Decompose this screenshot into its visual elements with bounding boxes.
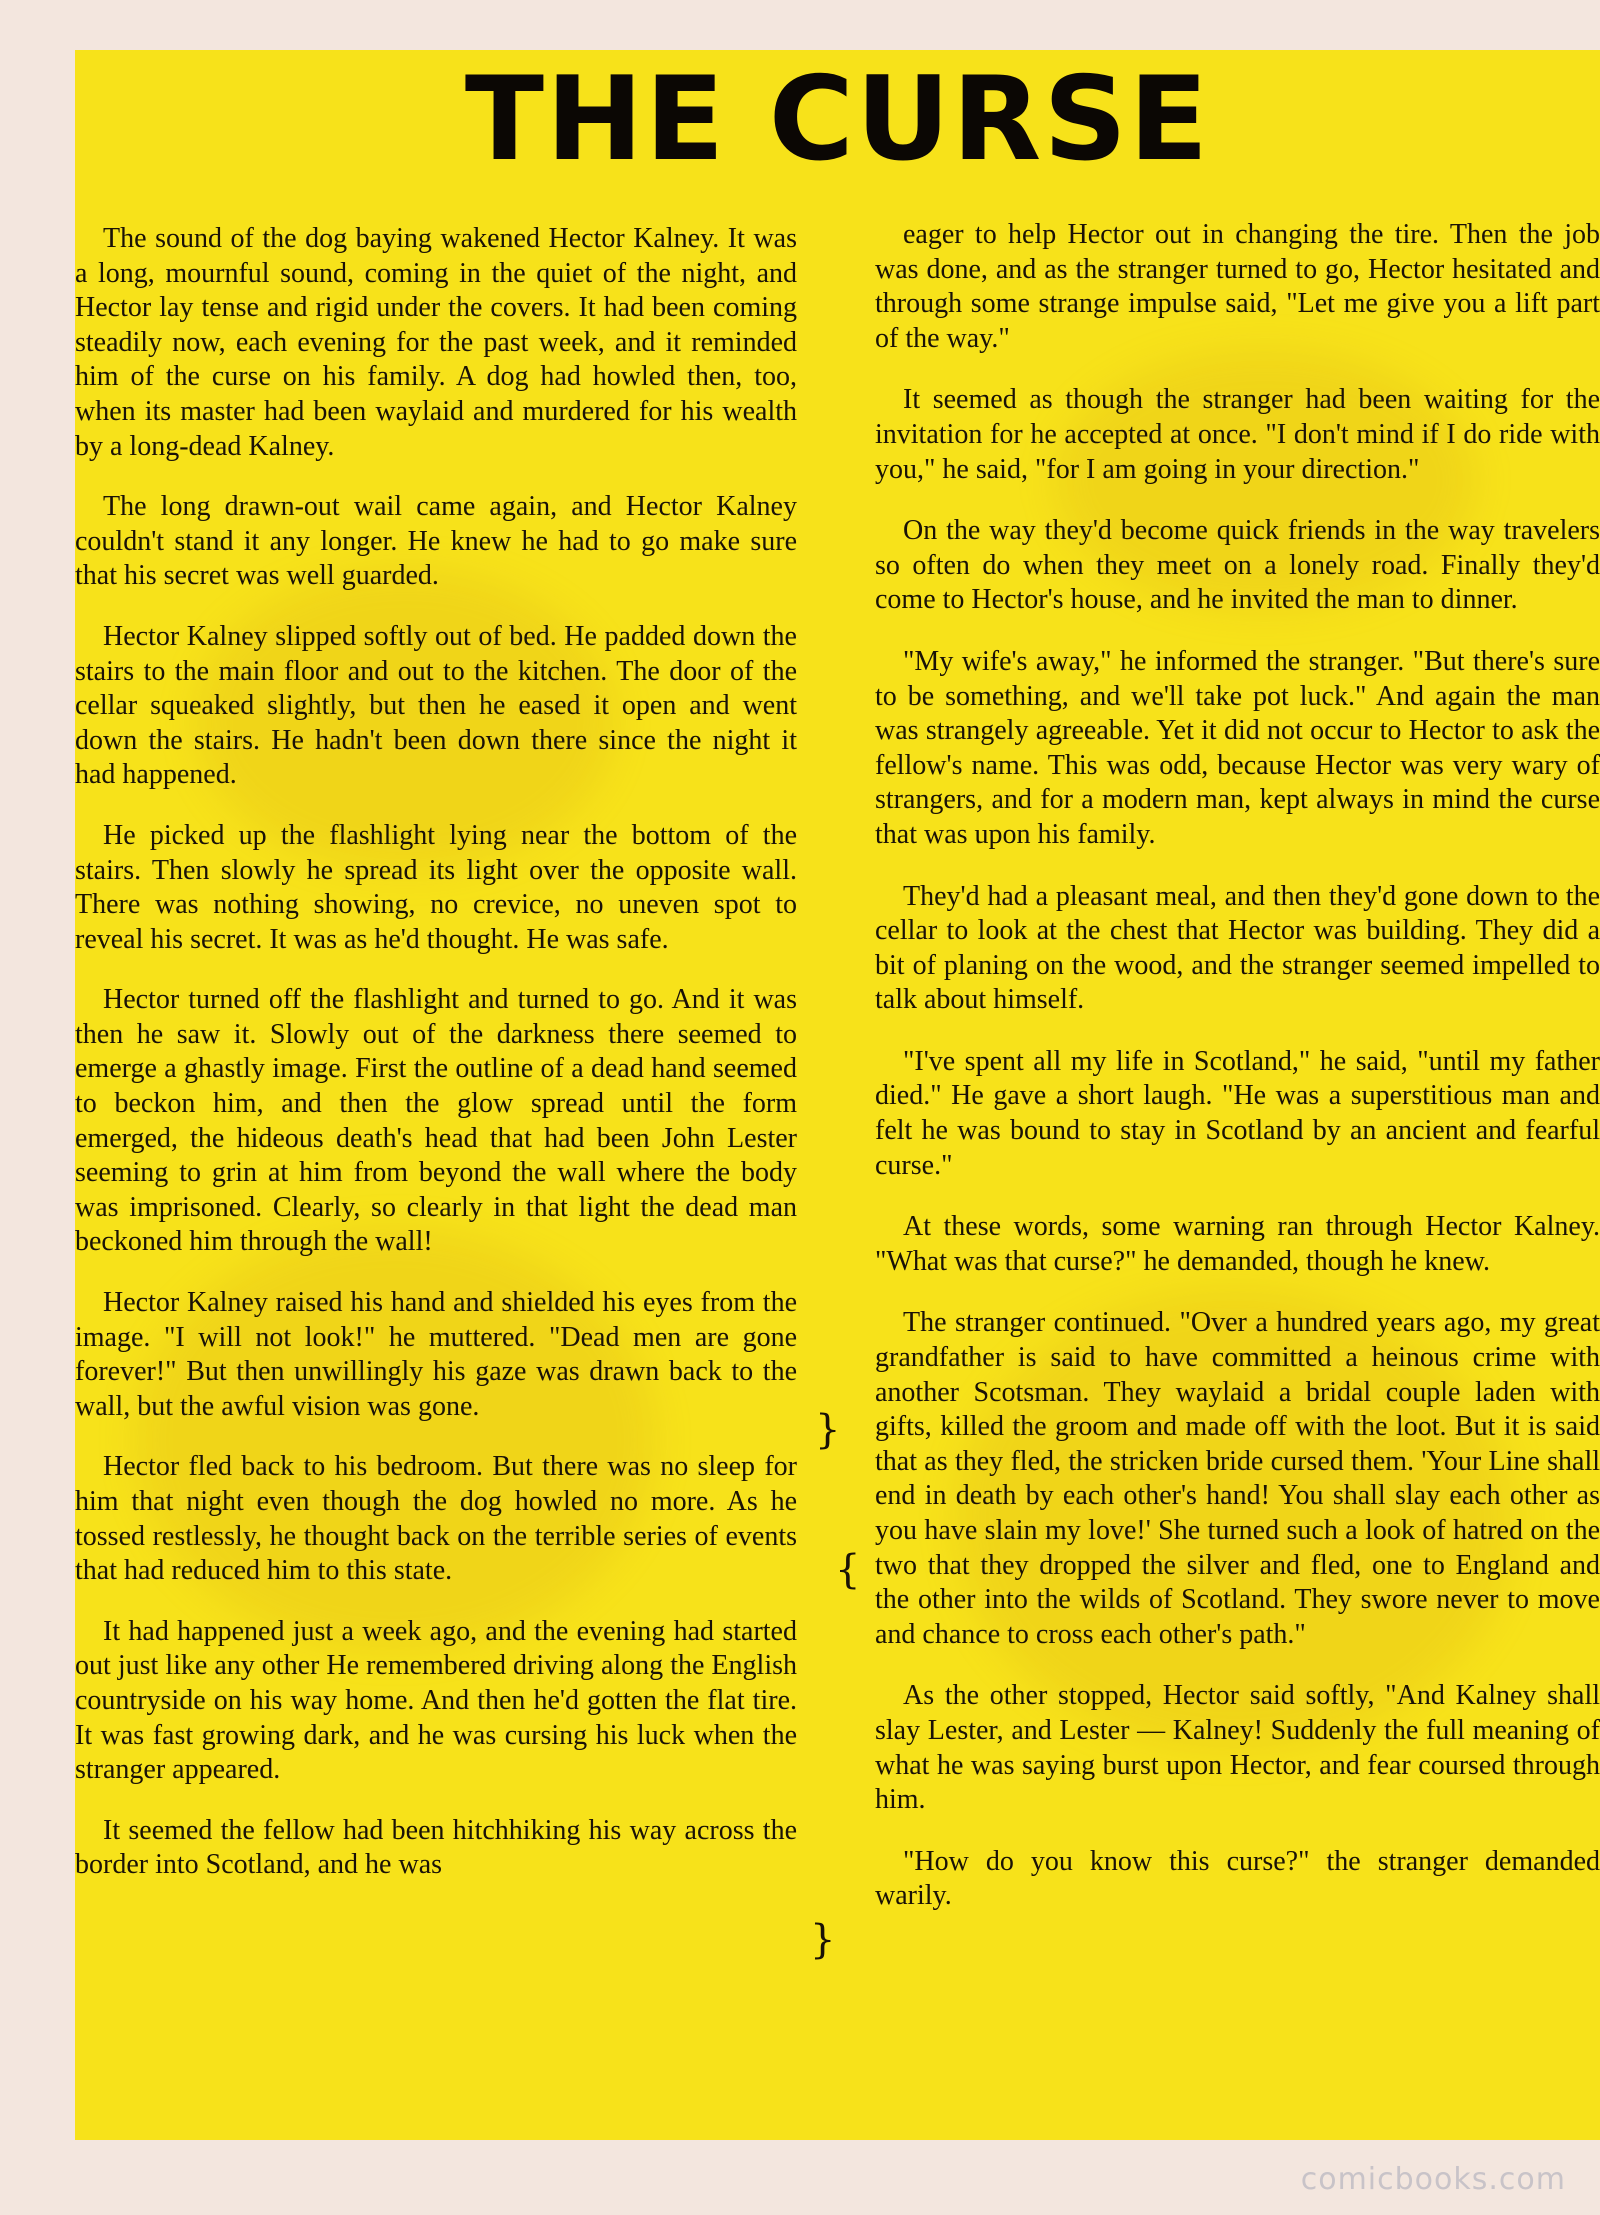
paragraph: Hector turned off the flashlight and turned to go. And it was then he saw it. Slowly out of the darkness there seemed to emerge a ghastly image. First the outline of a dead hand seemed to beckon him, and then the glow spread until the form emerged, the hideous death's head that had been John Lester seeming to grin at him from beyond the wall where the body was imprisoned. Clearly, so clearly in that light the dead man beckoned him through the wall! (75, 984, 797, 1258)
left-column (75, 222, 797, 1909)
paragraph: It seemed the fellow had been hitchhiking his way across the border into Scotland, and he was (75, 1814, 797, 1881)
paragraph: The stranger continued. "Over a hundred years ago, my great grandfather is said to have committed a heinous crime with another Scotsman. They waylaid a bridal couple laden with gifts, killed the groom and made off with the loot. But it is said that as they fled, the stricken bride cursed them. 'Your Line shall end in death by each other's hand! You shall slay each other as you have slain my love!' She turned such a look of hatred on the two that they dropped the silver and fled, one to England and the other into the wilds of Scotland. They swore never to move and chance to cross each other's path." (875, 1307, 1600, 1650)
paragraph: eager to help Hector out in changing the tire. Then the job was done, and as the stranger turned to go, Hector hesitated and through some strange impulse said, "Let me give you a lift part of the way." (875, 219, 1600, 354)
story-title: THE CURSE (464, 52, 1211, 187)
paragraph: It had happened just a week ago, and the evening had started out just like any other He remembered driving along the English countryside on his way home. And then he'd gotten the flat tire. It was fast growing dark, and he was cursing his luck when the stranger appeared. (75, 1615, 797, 1786)
paragraph: He picked up the flashlight lying near the bottom of the stairs. Then slowly he spread its light over the opposite wall. There was nothing showing, no crevice, no uneven spot to reveal his secret. It was as he'd thought. He was safe. (75, 819, 797, 955)
paragraph: On the way they'd become quick friends in the way travelers so often do when they meet on a lonely road. Finally they'd come to Hector's house, and he invited the man to dinner. (875, 515, 1600, 616)
print-mark: { (835, 1547, 861, 1593)
paragraph: The sound of the dog baying wakened Hector Kalney. It was a long, mournful sound, coming in the quiet of the night, and Hector lay tense and rigid under the covers. It had been coming steadily now, each evening for the past week, and it reminded him of the curse on his family. A dog had howled then, too, when its master had been waylaid and murdered for his wealth by a long-dead Kalney. (75, 223, 797, 462)
paragraph: It seemed as though the stranger had been waiting for the invitation for he accepted at once. "I don't mind if I do ride with you," he said, "for I am going in your direction." (875, 384, 1600, 485)
paragraph: Hector fled back to his bedroom. But there was no sleep for him that night even though the dog howled no more. As he tossed restlessly, he thought back on the terrible series of events that had reduced him to this state. (75, 1451, 797, 1587)
paragraph: The long drawn-out wail came again, and Hector Kalney couldn't stand it any longer. He knew he had to go make sure that his secret was well guarded. (75, 491, 797, 592)
paragraph: "How do you know this curse?" the stranger demanded warily. (875, 1845, 1600, 1912)
paragraph: At these words, some warning ran through Hector Kalney. "What was that curse?" he demanded, though he knew. (875, 1211, 1600, 1277)
paragraph: "My wife's away," he informed the stranger. "But there's sure to be something, and we'll take pot luck." And again the man was strangely agreeable. Yet it did not occur to Hector to ask the fellow's name. This was odd, because Hector was very wary of strangers, and for a modern man, kept always in mind the curse that was upon his family. (875, 645, 1600, 850)
paragraph: "I've spent all my life in Scotland," he said, "until my father died." He gave a short laugh. "He was a superstitious man and felt he was bound to stay in Scotland by an ancient and fearful curse." (875, 1045, 1600, 1181)
story-panel (75, 50, 1600, 2140)
print-mark: } (815, 1407, 841, 1453)
paragraph: They'd had a pleasant meal, and then they'd gone down to the cellar to look at the chest that Hector was building. They did a bit of planing on the wood, and the stranger seemed impelled to talk about himself. (875, 880, 1600, 1016)
paragraph: As the other stopped, Hector said softly, "And Kalney shall slay Lester, and Lester — Kalney! Suddenly the full meaning of what he was saying burst upon Hector, and fear coursed through him. (875, 1680, 1600, 1816)
right-column (875, 218, 1600, 1941)
paragraph: Hector Kalney raised his hand and shielded his eyes from the image. "I will not look!" he muttered. "Dead men are gone forever!" But then unwillingly his gaze was drawn back to the wall, but the awful vision was gone. (75, 1287, 797, 1422)
watermark-logo: comicbooks.com (1300, 2162, 1566, 2197)
paragraph: Hector Kalney slipped softly out of bed. He padded down the stairs to the main floor and out to the kitchen. The door of the cellar squeaked slightly, but then he eased it open and went down the stairs. He hadn't been down there since the night it had happened. (75, 620, 797, 791)
print-mark: } (810, 1917, 836, 1963)
